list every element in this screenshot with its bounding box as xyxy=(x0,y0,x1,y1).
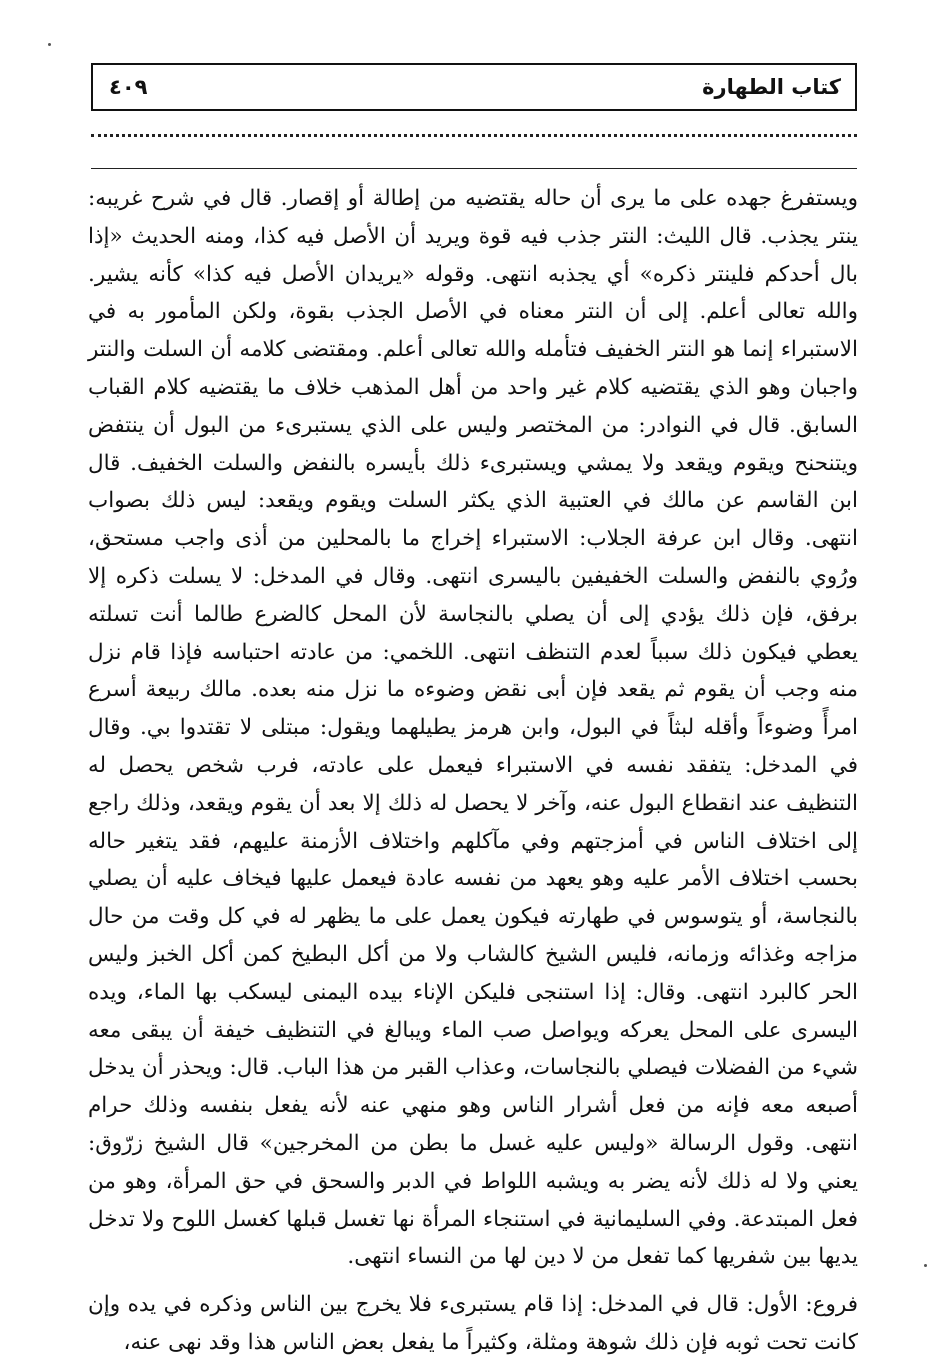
paragraph-gap xyxy=(88,1276,858,1286)
page-body xyxy=(88,180,858,1362)
scan-speck xyxy=(48,43,51,46)
book-title: كتاب الطهارة xyxy=(702,75,841,99)
scan-speck xyxy=(924,1264,927,1267)
page-number: ٤٠٩ xyxy=(109,75,148,99)
rule-separator xyxy=(91,168,857,169)
main-paragraph: ويستفرغ جهده على ما يرى أن حاله يقتضيه من إطالة أو إقصار. قال في شرح غريبه: ينتر يجذب. قال الليث: النتر جذب فيه قوة ويريد أن الأصل فيه كذا، ومنه الحديث «إذا بال أحدكم فلينتر ذكره» أي يجذبه انتهى. وقوله «يريدان الأصل فيه كذا» كأنه يشير. والله تعالى أعلم. إلى أن النتر معناه في الأصل الجذب بقوة، ولكن المأمور به في الاستبراء إنما هو النتر الخفيف فتأمله والله تعالى أعلم. ومقتضى كلامه أن السلت والنتر واجبان وهو الذي يقتضيه كلام غير واحد من أهل المذهب خلاف ما يقتضيه كلام القباب السابق. قال في النوادر: من المختصر وليس على الذي يستبرىء من البول أن ينتفض ويتنحنح ويقوم ويقعد ولا يمشي ويستبرىء ذلك بأيسره بالنفض والسلت الخفيف. قال ابن القاسم عن مالك في العتبية الذي يكثر السلت ويقوم ويقعد: ليس ذلك بصواب انتهى. وقال ابن عرفة الجلاب: الاستبراء إخراج ما بالمحلين من أذى واجب مستحق، ورُوي بالنفض والسلت الخفيفين باليسرى انتهى. وقال في المدخل: لا يسلت ذكره إلا برفق، فإن ذلك يؤدي إلى أن يصلي بالنجاسة لأن المحل كالضرع طالما أنت تسلته يعطي فيكون ذلك سبباً لعدم التنظف انتهى. اللخمي: من عادته احتباسه فإذا قام نزل منه وجب أن يقوم ثم يقعد فإن أبى نقض وضوءه ما نزل منه بعده. مالك ربيعة أسرع امرأً وضوءاً وأقله لبثاً في البول، وابن هرمز يطيلهما ويقول: مبتلى لا تقتدوا بي. وقال في المدخل: يتفقد نفسه في الاستبراء فيعمل على عادته، فرب شخص يحصل له التنظيف عند انقطاع البول عنه، وآخر لا يحصل له ذلك إلا بعد أن يقوم ويقعد، وذلك راجع إلى اختلاف الناس في أمزجتهم وفي مآكلهم واختلاف الأزمنة عليهم، فقد يتغير حاله بحسب اختلاف الأمر عليه وهو يعهد من نفسه عادة فيعمل عليها فيخاف عليه أن يصلي بالنجاسة، أو يتوسوس في طهارته فيكون يعمل على ما يظهر له في كل وقت من حال مزاجه وغذائه وزمانه، فليس الشيخ كالشاب ولا من أكل البطيخ كمن أكل الخبز وليس الحر كالبرد انتهى. وقال: إذا استنجى فليكن الإناء بيده اليمنى ليسكب بها الماء، ويده اليسرى على المحل يعركه ويواصل صب الماء ويبالغ في التنظيف خيفة أن يبقى معه شيء من الفضلات فيصلي بالنجاسات، وعذاب القبر من هذا الباب. قال: ويحذر أن يدخل أصبعه معه فإنه من فعل أشرار الناس وهو منهي عنه لأنه يفعل بنفسه وذلك حرام انتهى. وقول الرسالة «وليس عليه غسل ما بطن من المخرجين» قال الشيخ زرّوق: يعني ولا له ذلك لأنه يضر به ويشبه اللواط في الدبر والسحق في حق المرأة، وهو من فعل المبتدعة. وفي السليمانية في استنجاء المرأة نها تغسل قبلها كغسل اللوح ولا تدخل يديها بين شفريها كما تفعل من لا دين لها من النساء انتهى. xyxy=(88,186,858,1270)
dotted-separator xyxy=(91,134,857,137)
running-header xyxy=(91,63,857,111)
furu-paragraph: فروع: الأول: قال في المدخل: إذا قام يستبرىء فلا يخرج بين الناس وذكره في يده وإن كانت تحت ثوبه فإن ذلك شوهة ومثلة، وكثيراً ما يفعل بعض الناس هذا وقد نهى عنه، xyxy=(88,1292,858,1355)
